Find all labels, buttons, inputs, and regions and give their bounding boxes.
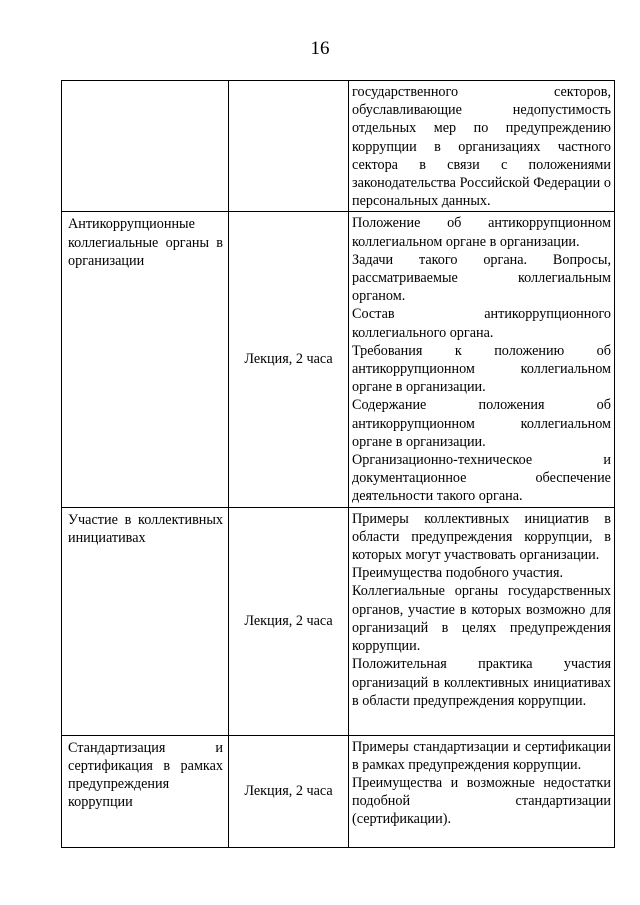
- content-paragraph: Положение об антикоррупционном коллегиальном органе в организации.: [352, 215, 611, 250]
- topic-cell: Стандартизация и сертификация в рамках предупреждения коррупции: [62, 735, 229, 847]
- content-paragraph: государственного секторов, обуславливающие недопустимость отдельных мер по предупреждению коррупции в организациях частного сектора в связи с положениями законодательства Российской Федерации о персональных данных.: [352, 84, 611, 210]
- content-paragraph: Преимущества и возможные недостатки подобной стандартизации (сертификации).: [352, 775, 611, 828]
- content-paragraph: Примеры коллективных инициатив в области предупреждения коррупции, в которых могут участвовать организации.: [352, 510, 611, 564]
- table-row: [62, 81, 615, 212]
- content-paragraph: Преимущества подобного участия.: [352, 565, 564, 582]
- content-cell: [349, 81, 615, 212]
- topic-cell: Участие в коллективных инициативах: [62, 507, 229, 735]
- content-paragraph: Требования к положению об антикоррупционном коллегиальном органе в организации.: [352, 342, 611, 396]
- content-paragraph: Организационно-техническое и документационное обеспечение деятельности такого органа.: [352, 452, 611, 505]
- format-cell: Лекция, 2 часа: [229, 507, 349, 735]
- table-row: [62, 507, 615, 735]
- content-paragraph: Задачи такого органа. Вопросы, рассматриваемые коллегиальным органом.: [352, 251, 611, 305]
- content-cell: [349, 507, 615, 735]
- content-paragraph: Коллегиальные органы государственных органов, участие в которых возможно для организаций в целях предупреждения коррупции.: [352, 583, 611, 655]
- content-paragraph: Примеры стандартизации и сертификации в рамках предупреждения коррупции.: [352, 738, 611, 773]
- format-cell: Лекция, 2 часа: [229, 735, 349, 847]
- content-paragraph: Состав антикоррупционного коллегиального органа.: [352, 306, 611, 341]
- format-cell: [229, 81, 349, 212]
- content-cell: [349, 212, 615, 507]
- topic-cell: Антикоррупционные коллегиальные органы в организации: [62, 212, 229, 507]
- curriculum-table: [61, 80, 615, 848]
- content-paragraph: Положительная практика участия организаций в коллективных инициативах в области предупреждения коррупции.: [352, 656, 611, 709]
- content-paragraph: Содержание положения об антикоррупционном коллегиальном органе в организации.: [352, 397, 611, 450]
- content-cell: [349, 735, 615, 847]
- topic-cell: [62, 81, 229, 212]
- format-cell: Лекция, 2 часа: [229, 212, 349, 507]
- table-row: [62, 735, 615, 847]
- page-number: 16: [310, 38, 330, 59]
- table-row: [62, 212, 615, 507]
